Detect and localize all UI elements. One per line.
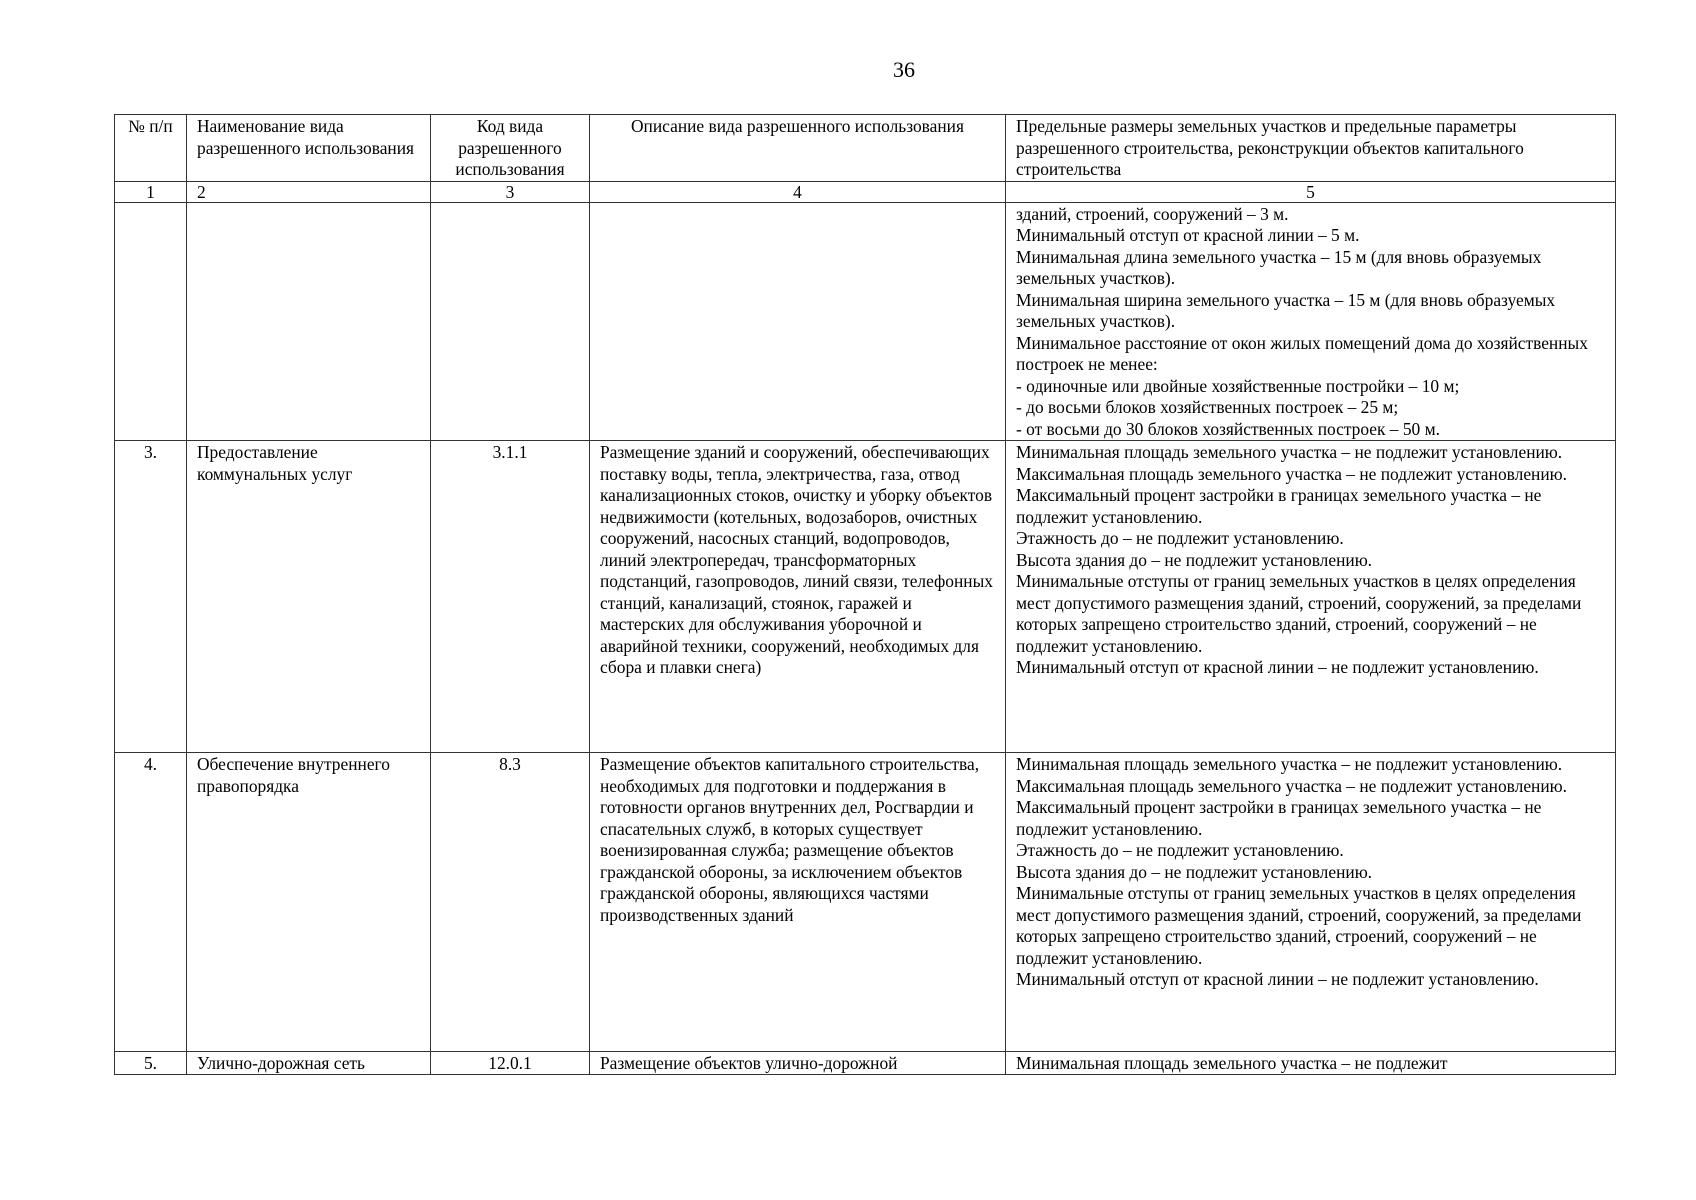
row-name-text: Улично-дорожная сеть [197, 1053, 365, 1073]
row-parameters: зданий, строений, сооружений – 3 м. Минимальный отступ от красной линии – 5 м. Минимальная длина земельного участка – 15 м (для вновь образуемых земельных участков). Минимальная ширина земельного участка – 15 м (для вновь образуемых земельных участков). Минимальное расстояние от окон жилых помещений дома до хозяйственных построек не менее: - одиночные или двойные хозяйственные постройки – 10 м; - до восьми блоков хозяйственных построек – 25 м; - от восьми до 30 блоков хозяйственных построек – 50 м. [1006, 202, 1616, 441]
header-parameters: Предельные размеры земельных участков и предельные параметры разрешенного строительства, реконструкции объектов капитального строительства [1006, 115, 1616, 182]
row-code [431, 1052, 590, 1075]
row-description [590, 202, 1006, 441]
header-code: Код вида разрешенного использования [431, 115, 590, 182]
table-row [115, 441, 1616, 753]
row-number-text: 5. [143, 1053, 158, 1073]
column-number: 4 [590, 181, 1006, 202]
row-number [115, 1052, 187, 1075]
row-description: Размещение зданий и сооружений, обеспечивающих поставку воды, тепла, электричества, газа, отвод канализационных стоков, очистку и уборку объектов недвижимости (котельных, водозаборов, очистных сооружений, насосных станций, водопроводов, линий электропередач, трансформаторных подстанций, газопроводов, линий связи, телефонных станций, канализаций, стоянок, гаражей и мастерских для обслуживания уборочной и аварийной техники, сооружений, необходимых для сбора и плавки снега) [590, 441, 1006, 753]
row-number [115, 202, 187, 441]
row-name: Обеспечение внутреннего правопорядка [187, 753, 431, 1052]
table-row [115, 202, 1616, 441]
row-parameters: Минимальная площадь земельного участка – не подлежит установлению. Максимальная площадь земельного участка – не подлежит установлению. Максимальный процент застройки в границах земельного участка – не подлежит установлению. Этажность до – не подлежит установлению. Высота здания до – не подлежит установлению. Минимальные отступы от границ земельных участков в целях определения мест допустимого размещения зданий, строений, сооружений, за пределами которых запрещено строительство зданий, строений, сооружений – не подлежит установлению. Минимальный отступ от красной линии – не подлежит установлению. [1006, 753, 1616, 1052]
column-number: 5 [1006, 181, 1616, 202]
row-code: 3.1.1 [431, 441, 590, 753]
row-number: 3. [115, 441, 187, 753]
row-parameters [1006, 1052, 1616, 1075]
row-parameters: Минимальная площадь земельного участка – не подлежит установлению. Максимальная площадь земельного участка – не подлежит установлению. Максимальный процент застройки в границах земельного участка – не подлежит установлению. Этажность до – не подлежит установлению. Высота здания до – не подлежит установлению. Минимальные отступы от границ земельных участков в целях определения мест допустимого размещения зданий, строений, сооружений, за пределами которых запрещено строительство зданий, строений, сооружений – не подлежит установлению. Минимальный отступ от красной линии – не подлежит установлению. [1006, 441, 1616, 753]
row-name [187, 202, 431, 441]
row-description [590, 1052, 1006, 1075]
row-description: Размещение объектов капитального строительства, необходимых для подготовки и поддержания в готовности органов внутренних дел, Росгвардии и спасательных служб, в которых существует военизированная служба; размещение объектов гражданской обороны, за исключением объектов гражданской обороны, являющихся частями производственных зданий [590, 753, 1006, 1052]
row-code [431, 202, 590, 441]
column-number: 2 [187, 181, 431, 202]
row-code: 8.3 [431, 753, 590, 1052]
table-row [115, 753, 1616, 1052]
column-number: 3 [431, 181, 590, 202]
row-name [187, 1052, 431, 1075]
page-number: 36 [893, 57, 915, 82]
column-number-row [115, 181, 1616, 202]
table-row [115, 1052, 1616, 1075]
header-name: Наименование вида разрешенного использования [187, 115, 431, 182]
row-code-text: 12.0.1 [488, 1053, 532, 1073]
header-number: № п/п [115, 115, 187, 182]
row-name: Предоставление коммунальных услуг [187, 441, 431, 753]
land-use-table [114, 114, 1616, 1075]
column-number: 1 [115, 181, 187, 202]
row-parameters-text: Минимальная площадь земельного участка – не подлежит [1016, 1053, 1448, 1073]
header-description: Описание вида разрешенного использования [590, 115, 1006, 182]
row-description-text: Размещение объектов улично-дорожной [600, 1053, 898, 1073]
table-header-row [115, 115, 1616, 182]
row-number: 4. [115, 753, 187, 1052]
